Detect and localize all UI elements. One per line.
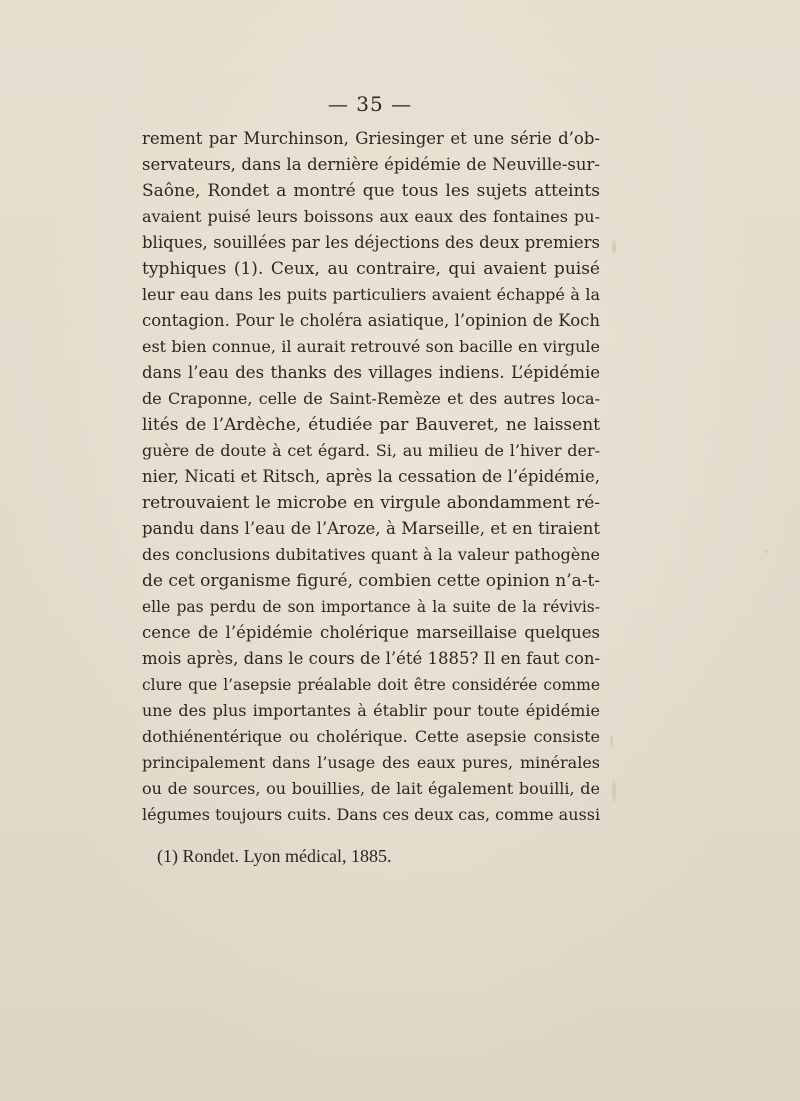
text-line: avaient puisé leurs boissons aux eaux des fontaines pu- bbox=[142, 207, 600, 226]
text-line: de cet organisme figuré, combien cette opinion n’a-t- bbox=[142, 571, 600, 591]
text-line: des conclusions dubitatives quant à la valeur pathogène bbox=[142, 545, 600, 564]
text-line: rement par Murchinson, Griesinger et une série d’ob- bbox=[142, 129, 600, 148]
text-line: pandu dans l’eau de l’Aroze, à Marseille, et en tiraient bbox=[142, 519, 600, 538]
text-line: bliques, souillées par les déjections des deux premiers bbox=[142, 233, 600, 252]
text-line: leur eau dans les puits particuliers avaient échappé à la bbox=[142, 285, 600, 304]
text-line: elle pas perdu de son importance à la suite de la révivis- bbox=[142, 598, 600, 616]
text-line: dothiénentérique ou cholérique. Cette asepsie consiste bbox=[142, 727, 600, 746]
text-line: mois après, dans le cours de l’été 1885? Il en faut con- bbox=[142, 649, 600, 668]
text-line: est bien connue, il aurait retrouvé son bacille en virgule bbox=[142, 337, 600, 356]
paper-stain bbox=[765, 550, 768, 553]
footnote: (1) Rondet. Lyon médical, 1885. bbox=[157, 846, 392, 866]
text-line: contagion. Pour le choléra asiatique, l’opinion de Koch bbox=[142, 311, 600, 330]
text-line: légumes toujours cuits. Dans ces deux cas, comme aussi bbox=[142, 805, 600, 824]
text-line: de Craponne, celle de Saint-Remèze et des autres loca- bbox=[142, 389, 600, 408]
text-line: nier, Nicati et Ritsch, après la cessation de l’épidémie, bbox=[142, 467, 600, 486]
body-text bbox=[142, 126, 600, 828]
text-line: retrouvaient le microbe en virgule abondamment ré- bbox=[142, 493, 600, 513]
page-number: — 35 — bbox=[327, 92, 413, 116]
paper-stain bbox=[612, 780, 616, 802]
paper-stain bbox=[612, 240, 616, 254]
text-line: une des plus importantes à établir pour toute épidémie bbox=[142, 701, 600, 720]
text-line: guère de doute à cet égard. Si, au milieu de l’hiver der- bbox=[142, 441, 600, 460]
text-line: lités de l’Ardèche, étudiée par Bauveret, ne laissent bbox=[142, 415, 600, 435]
text-line: servateurs, dans la dernière épidémie de Neuville-sur- bbox=[142, 155, 600, 174]
text-line: principalement dans l’usage des eaux pures, minérales bbox=[142, 753, 600, 772]
text-line: Saône, Rondet a montré que tous les sujets atteints bbox=[142, 181, 600, 201]
text-line: typhiques (1). Ceux, au contraire, qui avaient puisé bbox=[142, 259, 600, 279]
text-line: clure que l’asepsie préalable doit être considérée comme bbox=[142, 676, 600, 694]
text-line: ou de sources, ou bouillies, de lait également bouilli, de bbox=[142, 779, 600, 798]
text-line: dans l’eau des thanks des villages indiens. L’épidémie bbox=[142, 363, 600, 382]
paper-stain bbox=[610, 735, 613, 747]
text-line: cence de l’épidémie cholérique marseillaise quelques bbox=[142, 623, 600, 642]
